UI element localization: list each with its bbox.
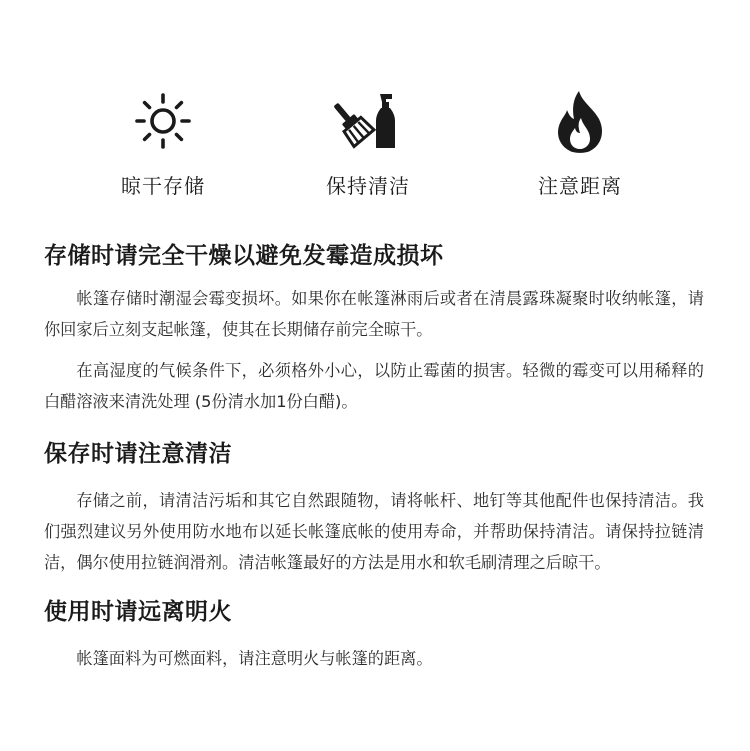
cleaning-brush-spray-icon xyxy=(268,88,468,154)
dry-storage-label: 晾干存储 xyxy=(121,174,205,198)
dry-storage-item xyxy=(63,88,263,200)
section-fire-safety xyxy=(44,590,704,674)
section-title: 使用时请远离明火 xyxy=(44,599,232,625)
keep-clean-item xyxy=(268,88,468,200)
section-dry-storage xyxy=(44,234,704,417)
section-paragraph: 帐篷面料为可燃面料，请注意明火与帐篷的距离。 xyxy=(76,649,433,668)
section-title: 保存时请注意清洁 xyxy=(44,441,232,467)
keep-distance-label: 注意距离 xyxy=(538,174,622,198)
section-title: 存储时请完全干燥以避免发霉造成损坏 xyxy=(44,243,444,269)
care-icons-row xyxy=(0,88,750,208)
section-paragraph: 在高湿度的气候条件下，必须格外小心，以防止霉菌的损害。轻微的霉变可以用稀释的白醋溶液来清洗处理 (5份清水加1份白醋)。 xyxy=(44,361,704,411)
fire-icon xyxy=(480,88,680,154)
sun-icon xyxy=(63,88,263,154)
section-paragraph: 帐篷存储时潮湿会霉变损坏。如果你在帐篷淋雨后或者在清晨露珠凝聚时收纳帐篷，请你回家后立刻支起帐篷，使其在长期储存前完全晾干。 xyxy=(44,289,704,339)
keep-clean-label: 保持清洁 xyxy=(326,174,410,198)
keep-distance-item xyxy=(480,88,680,200)
section-keep-clean xyxy=(44,432,704,578)
care-instructions xyxy=(44,234,704,674)
section-paragraph: 存储之前，请清洁污垢和其它自然跟随物，请将帐杆、地钉等其他配件也保持清洁。我们强烈建议另外使用防水地布以延长帐篷底帐的使用寿命，并帮助保持清洁。请保持拉链清洁，偶尔使用拉链润滑剂。清洁帐篷最好的方法是用水和软毛刷清理之后晾干。 xyxy=(44,491,704,572)
